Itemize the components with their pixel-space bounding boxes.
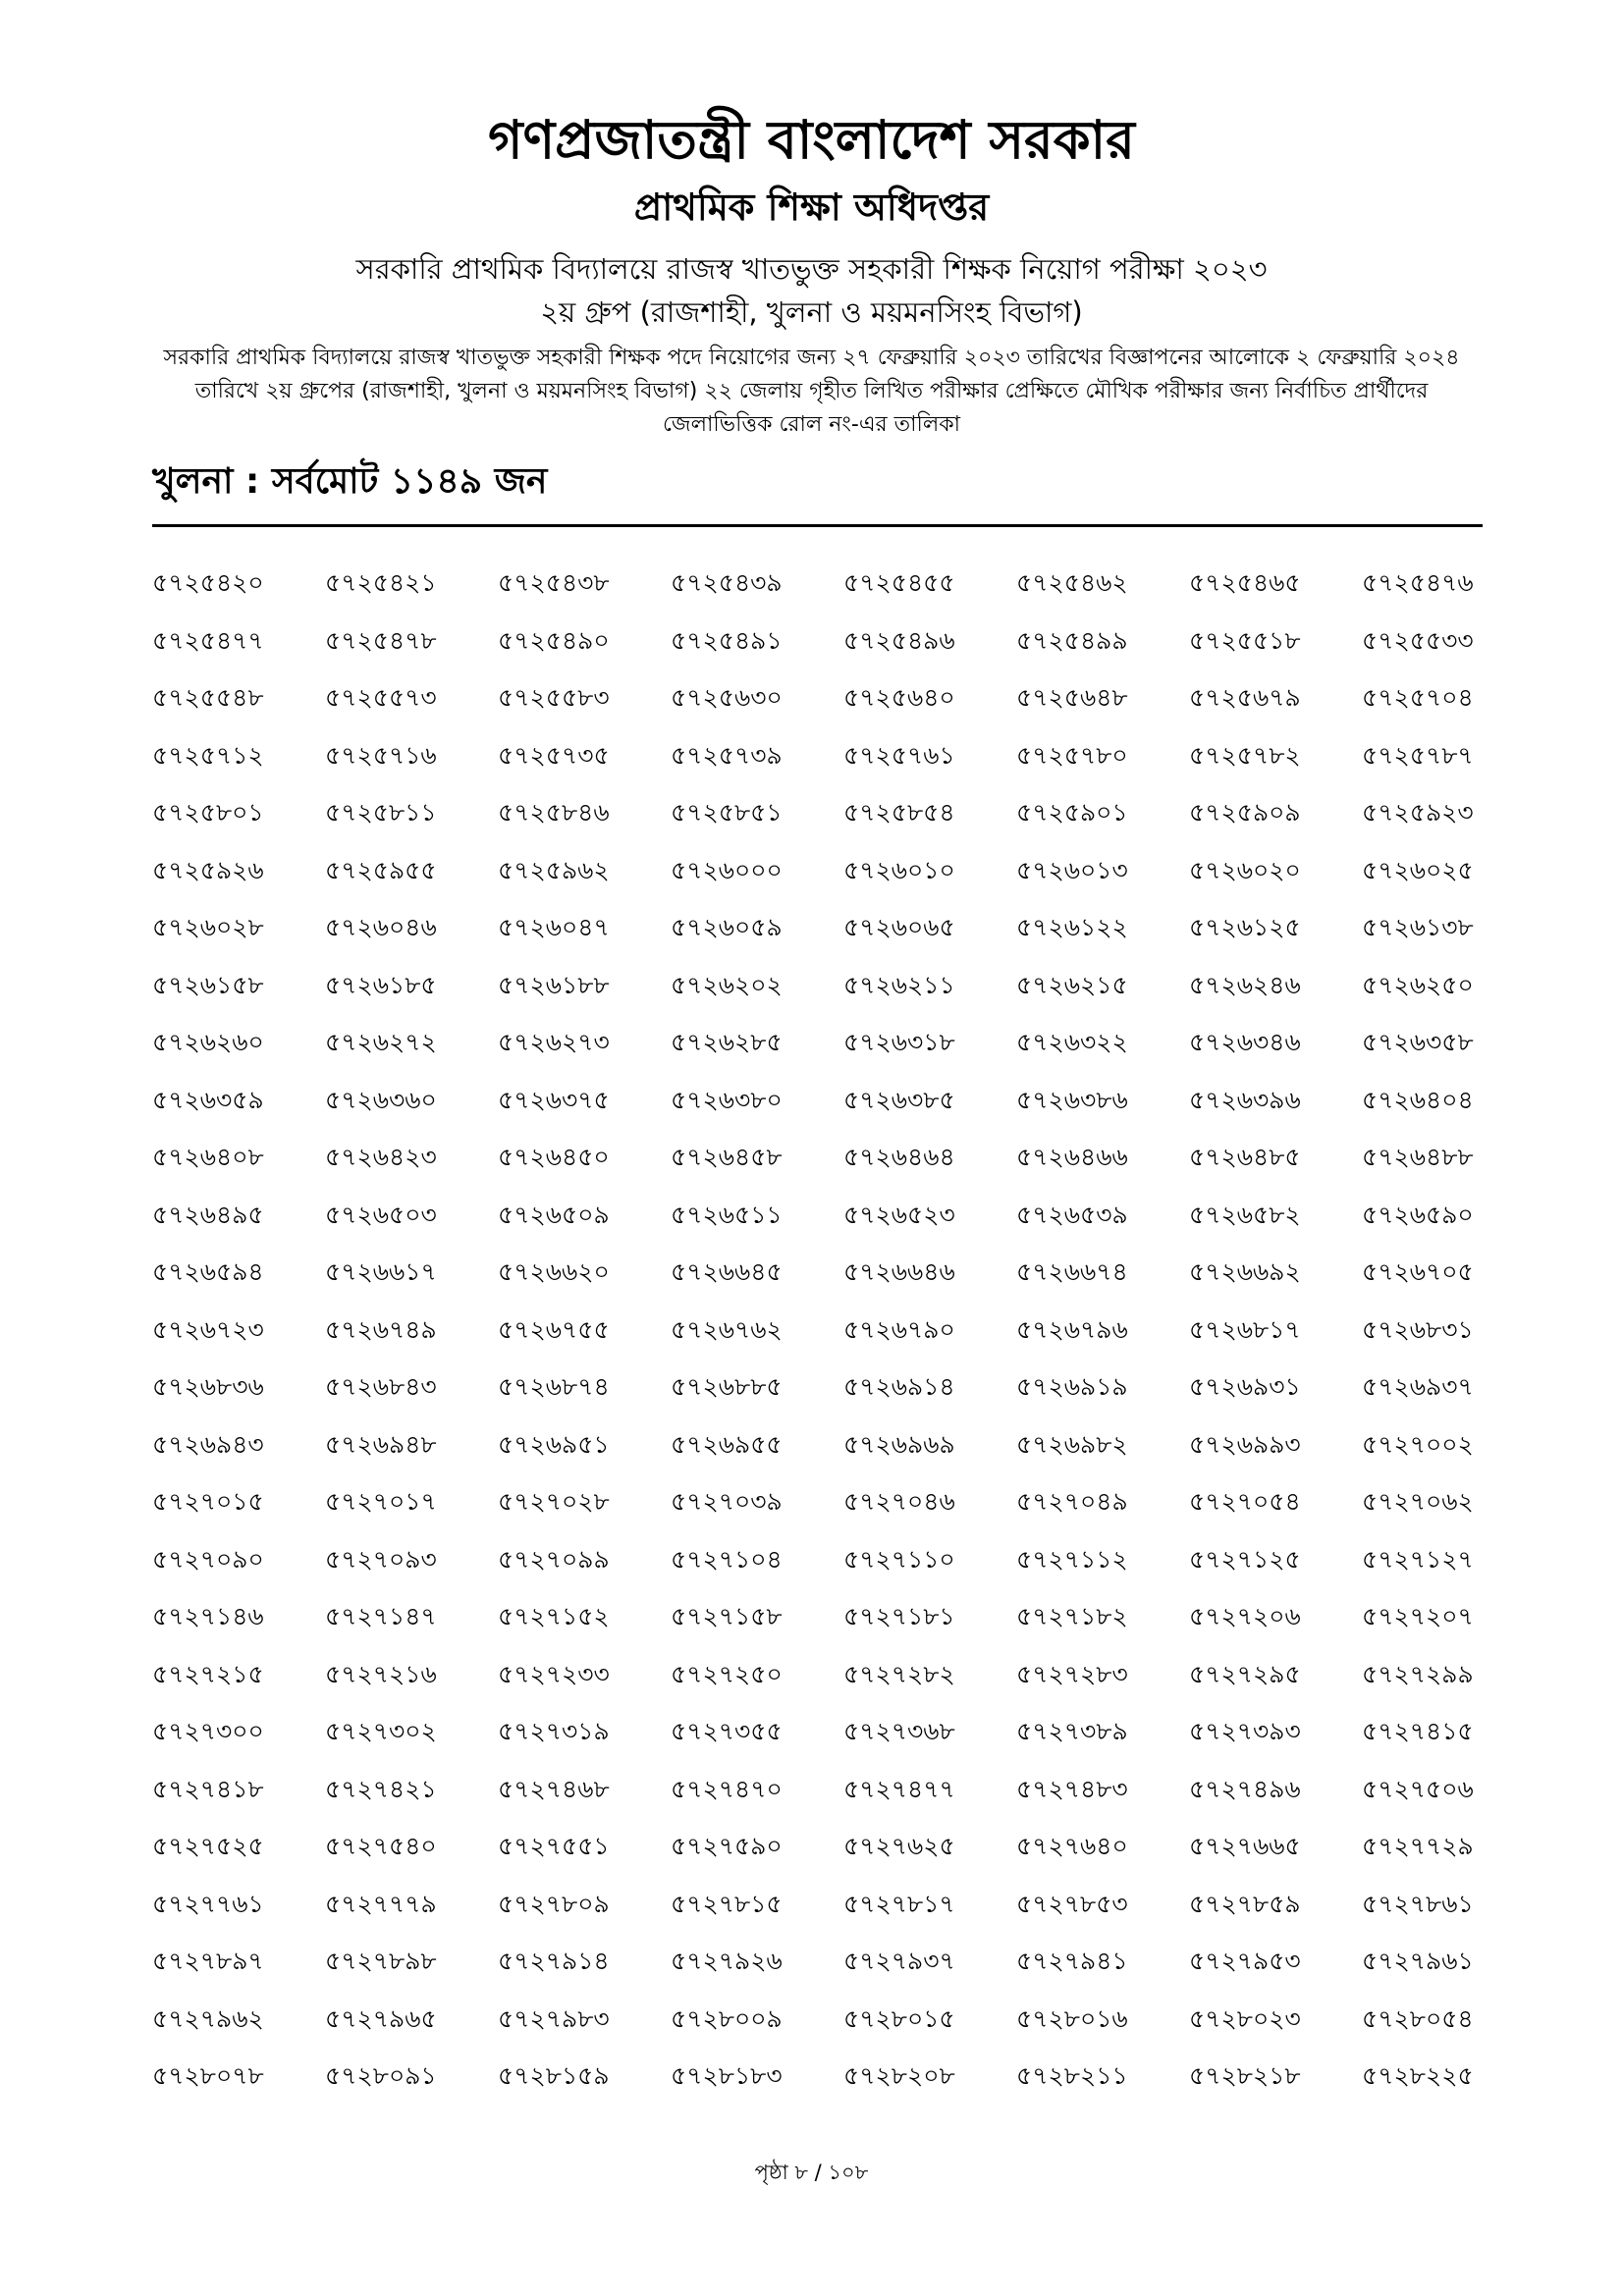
government-title: গণপ্রজাতন্ত্রী বাংলাদেশ সরকার (488, 109, 1135, 171)
roll-number: ৫৭২৬৫১১ (671, 1200, 783, 1229)
roll-number: ৫৭২৭২৮২ (843, 1659, 955, 1688)
roll-number: ৫৭২৫৪৩৮ (498, 568, 610, 597)
roll-number: ৫৭২৬২৮৫ (671, 1028, 783, 1056)
roll-number: ৫৭২৭০৯৯ (498, 1544, 610, 1574)
roll-number: ৫৭২৬৪৯৫ (152, 1200, 264, 1229)
roll-number: ৫৭২৬৯১৯ (1016, 1372, 1128, 1401)
roll-number: ৫৭২৭৫০৬ (1362, 1774, 1474, 1803)
roll-number: ৫৭২৭৪৭০ (671, 1774, 783, 1803)
roll-number: ৫৭২৬৩১৮ (843, 1028, 955, 1056)
roll-number: ৫৭২৭৪৭৭ (843, 1774, 955, 1803)
roll-number: ৫৭২৫৯৬২ (498, 855, 610, 884)
district-heading: খুলনা : সর্বমোট ১১৪৯ জন (152, 461, 548, 502)
roll-number: ৫৭২৬৭৯০ (843, 1314, 955, 1344)
roll-number: ৫৭২৮০১৬ (1016, 2003, 1128, 2033)
roll-number: ৫৭২৫৭৮০ (1016, 740, 1128, 770)
roll-number: ৫৭২৭৩০২ (325, 1717, 437, 1745)
roll-number: ৫৭২৬৫৯৪ (152, 1257, 264, 1286)
roll-number: ৫৭২৬৩৫৯ (152, 1085, 264, 1114)
roll-number: ৫৭২৭৭৭৯ (325, 1889, 437, 1918)
roll-number: ৫৭২৭৪১৮ (152, 1774, 264, 1803)
roll-number: ৫৭২৭৩৫৫ (671, 1717, 783, 1745)
roll-number: ৫৭২৭০৩৯ (671, 1487, 783, 1516)
roll-number: ৫৭২৬৫০৯ (498, 1200, 610, 1229)
roll-number: ৫৭২৭৪৮৩ (1016, 1774, 1128, 1803)
roll-number: ৫৭২৬৬২০ (498, 1257, 610, 1286)
roll-number: ৫৭২৫৭৩৫ (498, 740, 610, 770)
roll-number: ৫৭২৫৪৯৬ (843, 625, 955, 655)
roll-number: ৫৭২৭০৫৪ (1189, 1487, 1301, 1516)
roll-number: ৫৭২৬১২৫ (1189, 913, 1301, 941)
roll-number: ৫৭২৬৪০৪ (1362, 1085, 1474, 1114)
roll-number: ৫৭২৫৬৪০ (843, 683, 955, 712)
roll-number: ৫৭২৬৮৭৪ (498, 1372, 610, 1401)
roll-number: ৫৭২৫৭৮২ (1189, 740, 1301, 770)
roll-number: ৫৭২৭৮৯৮ (325, 1947, 437, 1975)
roll-number: ৫৭২৬৯৩৭ (1362, 1372, 1474, 1401)
roll-number: ৫৭২৬৮৩১ (1362, 1314, 1474, 1344)
roll-number: ৫৭২৭৯১৪ (498, 1947, 610, 1975)
roll-number: ৫৭২৬৭৫৫ (498, 1314, 610, 1344)
roll-number: ৫৭২৭১৮২ (1016, 1602, 1128, 1630)
roll-number: ৫৭২৫৭৩৯ (671, 740, 783, 770)
roll-number: ৫৭২৭৩০০ (152, 1717, 264, 1745)
roll-number: ৫৭২৬১৮৮ (498, 970, 610, 999)
roll-number: ৫৭২৭৮১৫ (671, 1889, 783, 1918)
roll-number: ৫৭২৬৪০৮ (152, 1143, 264, 1171)
roll-number: ৫৭২৬৪৫০ (498, 1143, 610, 1171)
roll-number: ৫৭২৬৯৪৮ (325, 1429, 437, 1459)
roll-number: ৫৭২৭৯৬৫ (325, 2003, 437, 2033)
roll-number: ৫৭২৬৩৪৬ (1189, 1028, 1301, 1056)
roll-number: ৫৭২৫৫৩৩ (1362, 625, 1474, 655)
roll-number: ৫৭২৬৮৪৩ (325, 1372, 437, 1401)
roll-number: ৫৭২৫৮৪৬ (498, 798, 610, 827)
roll-number: ৫৭২৬৬৪৬ (843, 1257, 955, 1286)
roll-number: ৫৭২৫৪৭৭ (152, 625, 264, 655)
roll-number: ৫৭২৭৯৫৩ (1189, 1947, 1301, 1975)
roll-number: ৫৭২৭১৫২ (498, 1602, 610, 1630)
roll-number: ৫৭২৮০৯১ (325, 2061, 437, 2090)
roll-number: ৫৭২৬৪৬৬ (1016, 1143, 1128, 1171)
roll-number: ৫৭২৮২১১ (1016, 2061, 1128, 2090)
roll-number: ৫৭২৫৯২৩ (1362, 798, 1474, 827)
roll-number: ৫৭২৭৭৬১ (152, 1889, 264, 1918)
roll-number: ৫৭২৬৯৫১ (498, 1429, 610, 1459)
roll-number: ৫৭২৭৫২৫ (152, 1832, 264, 1860)
roll-number: ৫৭২৫৯২৬ (152, 855, 264, 884)
roll-number: ৫৭২৭৩৮৯ (1016, 1717, 1128, 1745)
roll-number: ৫৭২৬৪৫৮ (671, 1143, 783, 1171)
roll-number: ৫৭২৬৩৯৬ (1189, 1085, 1301, 1114)
roll-number: ৫৭২৭০০২ (1362, 1429, 1474, 1459)
roll-number: ৫৭২৭০৪৯ (1016, 1487, 1128, 1516)
roll-number: ৫৭২৫৪৬৫ (1189, 568, 1301, 597)
roll-number: ৫৭২৭০৬২ (1362, 1487, 1474, 1516)
roll-number: ৫৭২৭০২৮ (498, 1487, 610, 1516)
roll-number: ৫৭২৬৯৮২ (1016, 1429, 1128, 1459)
roll-number: ৫৭২৬৪৮৫ (1189, 1143, 1301, 1171)
roll-number: ৫৭২৫৫৪৮ (152, 683, 264, 712)
roll-number: ৫৭২৮২২৫ (1362, 2061, 1474, 2090)
roll-number: ৫৭২৭২৩৩ (498, 1659, 610, 1688)
roll-number: ৫৭২৬০৫৯ (671, 913, 783, 941)
roll-number: ৫৭২৭৩১৯ (498, 1717, 610, 1745)
roll-number: ৫৭২৭৩৬৮ (843, 1717, 955, 1745)
roll-number: ৫৭২৬৪৬৪ (843, 1143, 955, 1171)
roll-number: ৫৭২৬৩৮৬ (1016, 1085, 1128, 1114)
roll-number: ৫৭২৮১৮৩ (671, 2061, 783, 2090)
roll-number: ৫৭২৬৫৯০ (1362, 1200, 1474, 1229)
roll-number: ৫৭২৭১২৭ (1362, 1544, 1474, 1574)
roll-number: ৫৭২৭৪২১ (325, 1774, 437, 1803)
roll-number: ৫৭২৫৭৮৭ (1362, 740, 1474, 770)
roll-number: ৫৭২৬০২০ (1189, 855, 1301, 884)
roll-number: ৫৭২৫৯৫৫ (325, 855, 437, 884)
roll-number: ৫৭২৬৯১৪ (843, 1372, 955, 1401)
roll-number: ৫৭২৫৫১৮ (1189, 625, 1301, 655)
roll-number: ৫৭২৮২১৮ (1189, 2061, 1301, 2090)
roll-number: ৫৭২৬১৩৮ (1362, 913, 1474, 941)
roll-number: ৫৭২৭১১২ (1016, 1544, 1128, 1574)
roll-number: ৫৭২৫৪৭৬ (1362, 568, 1474, 597)
roll-number: ৫৭২৫৭০৪ (1362, 683, 1474, 712)
roll-number: ৫৭২৫৪৬২ (1016, 568, 1128, 597)
roll-number: ৫৭২৮১৫৯ (498, 2061, 610, 2090)
roll-number: ৫৭২৬২১৫ (1016, 970, 1128, 999)
roll-number: ৫৭২৫৪২০ (152, 568, 264, 597)
roll-number: ৫৭২৬০১০ (843, 855, 955, 884)
roll-number: ৫৭২৫৪৯১ (671, 625, 783, 655)
roll-number: ৫৭২৬২৭৩ (498, 1028, 610, 1056)
roll-number: ৫৭২৫৮৫১ (671, 798, 783, 827)
roll-number: ৫৭২৭৮৫৩ (1016, 1889, 1128, 1918)
roll-number: ৫৭২৬০২৮ (152, 913, 264, 941)
roll-number: ৫৭২৭৬৪০ (1016, 1832, 1128, 1860)
roll-number: ৫৭২৬৯৪৩ (152, 1429, 264, 1459)
roll-number: ৫৭২৭০৯৩ (325, 1544, 437, 1574)
roll-number: ৫৭২৬৭৪৯ (325, 1314, 437, 1344)
group-title: ২য় গ্রুপ (রাজশাহী, খুলনা ও ময়মনসিংহ বিভাগ) (540, 295, 1083, 329)
roll-number: ৫৭২৬২৭২ (325, 1028, 437, 1056)
roll-number: ৫৭২৫৯০১ (1016, 798, 1128, 827)
roll-number: ৫৭২৬৩৬০ (325, 1085, 437, 1114)
roll-number: ৫৭২৭২৫০ (671, 1659, 783, 1688)
roll-number: ৫৭২৬৮৮৫ (671, 1372, 783, 1401)
roll-number: ৫৭২৬০০০ (671, 855, 783, 884)
roll-number: ৫৭২৮০৭৮ (152, 2061, 264, 2090)
roll-number: ৫৭২৬৭৯৬ (1016, 1314, 1128, 1344)
roll-number: ৫৭২৫৬৩০ (671, 683, 783, 712)
roll-number: ৫৭২৬৬১৭ (325, 1257, 437, 1286)
roll-number: ৫৭২৬১২২ (1016, 913, 1128, 941)
roll-number: ৫৭২৭০৪৬ (843, 1487, 955, 1516)
roll-number: ৫৭২৭৭২৯ (1362, 1832, 1474, 1860)
roll-number: ৫৭২৬২৬০ (152, 1028, 264, 1056)
roll-number: ৫৭২৬৩২২ (1016, 1028, 1128, 1056)
roll-number: ৫৭২৭২১৬ (325, 1659, 437, 1688)
roll-number: ৫৭২৬২০২ (671, 970, 783, 999)
roll-number: ৫৭২৭১৪৭ (325, 1602, 437, 1630)
roll-number: ৫৭২৫৮৫৪ (843, 798, 955, 827)
roll-number: ৫৭২৬০৬৫ (843, 913, 955, 941)
roll-number: ৫৭২৭২১৫ (152, 1659, 264, 1688)
roll-number: ৫৭২৬২৫০ (1362, 970, 1474, 999)
roll-number: ৫৭২৬৭৬২ (671, 1314, 783, 1344)
roll-number: ৫৭২৬৯৫৫ (671, 1429, 783, 1459)
roll-number: ৫৭২৬২১১ (843, 970, 955, 999)
roll-number: ৫৭২৭০১৫ (152, 1487, 264, 1516)
roll-number: ৫৭২৫৬৭৯ (1189, 683, 1301, 712)
roll-number: ৫৭২৫৭১৬ (325, 740, 437, 770)
roll-number: ৫৭২৬৬৪৫ (671, 1257, 783, 1286)
roll-number: ৫৭২৭১৫৮ (671, 1602, 783, 1630)
roll-number: ৫৭২৬৪৮৮ (1362, 1143, 1474, 1171)
roll-number: ৫৭২৬৯৬৯ (843, 1429, 955, 1459)
roll-number: ৫৭২৭১২৫ (1189, 1544, 1301, 1574)
roll-number: ৫৭২৭১১০ (843, 1544, 955, 1574)
roll-number: ৫৭২৭৮৬১ (1362, 1889, 1474, 1918)
roll-number: ৫৭২৭০৯০ (152, 1544, 264, 1574)
roll-number: ৫৭২৬৫০৩ (325, 1200, 437, 1229)
roll-number: ৫৭২৭২৮৩ (1016, 1659, 1128, 1688)
roll-number: ৫৭২৭৪৯৬ (1189, 1774, 1301, 1803)
roll-number: ৫৭২৭৮০৯ (498, 1889, 610, 1918)
roll-number: ৫৭২৭৯৪১ (1016, 1947, 1128, 1975)
roll-number: ৫৭২৭৫৪০ (325, 1832, 437, 1860)
roll-number: ৫৭২৫৭৬১ (843, 740, 955, 770)
roll-number: ৫৭২৬৫৩৯ (1016, 1200, 1128, 1229)
roll-number: ৫৭২৭৮৫৯ (1189, 1889, 1301, 1918)
roll-number: ৫৭২৫৫৮৩ (498, 683, 610, 712)
roll-number: ৫৭২৫৬৪৮ (1016, 683, 1128, 712)
roll-number: ৫৭২৭৪৬৮ (498, 1774, 610, 1803)
roll-number: ৫৭২৫৪৯০ (498, 625, 610, 655)
roll-number: ৫৭২৮০০৯ (671, 2003, 783, 2033)
department-title: প্রাথমিক শিক্ষা অধিদপ্তর (633, 186, 990, 229)
roll-number: ৫৭২৭৫৫১ (498, 1832, 610, 1860)
roll-number: ৫৭২৭১০৪ (671, 1544, 783, 1574)
roll-number: ৫৭২৭৮৯৭ (152, 1947, 264, 1975)
roll-number: ৫৭২৬৭০৫ (1362, 1257, 1474, 1286)
roll-number: ৫৭২৭৮১৭ (843, 1889, 955, 1918)
roll-number: ৫৭২৮০৫৪ (1362, 2003, 1474, 2033)
roll-number: ৫৭২৫৪৫৫ (843, 568, 955, 597)
roll-number: ৫৭২৭২০৭ (1362, 1602, 1474, 1630)
roll-number: ৫৭২৬০৪৬ (325, 913, 437, 941)
roll-number: ৫৭২৫৪২১ (325, 568, 437, 597)
roll-number: ৫৭২৮২০৮ (843, 2061, 955, 2090)
roll-number: ৫৭২৬৮১৭ (1189, 1314, 1301, 1344)
roll-number: ৫৭২৬৩৭৫ (498, 1085, 610, 1114)
roll-number: ৫৭২৭২৯৫ (1189, 1659, 1301, 1688)
heading-divider (152, 524, 1483, 527)
roll-number: ৫৭২৭৯৮৩ (498, 2003, 610, 2033)
roll-number: ৫৭২৮০১৫ (843, 2003, 955, 2033)
roll-number: ৫৭২৬৬৯২ (1189, 1257, 1301, 1286)
roll-number: ৫৭২৫৪৯৯ (1016, 625, 1128, 655)
roll-number: ৫৭২৫৪৩৯ (671, 568, 783, 597)
roll-number: ৫৭২৭৯৬২ (152, 2003, 264, 2033)
roll-number: ৫৭২৬৬৭৪ (1016, 1257, 1128, 1286)
roll-number: ৫৭২৭২০৬ (1189, 1602, 1301, 1630)
roll-number: ৫৭২৬৩৮০ (671, 1085, 783, 1114)
notice-text: সরকারি প্রাথমিক বিদ্যালয়ে রাজস্ব খাতভুক্ত সহকারী শিক্ষক পদে নিয়োগের জন্য ২৭ ফেব্রুয়ারি ২০২৩ তারিখের বিজ্ঞাপনের আলোকে ২ ফেব্রুয়ারি ২০২৪ তারিখে ২য় গ্রুপের (রাজশাহী, খুলনা ও ময়মনসিংহ বিভাগ) ২২ জেলায় গৃহীত লিখিত পরীক্ষার প্রেক্ষিতে মৌখিক পরীক্ষার জন্য নির্বাচিত প্রার্থীদের জেলাভিত্তিক রোল নং-এর তালিকা (163, 346, 1460, 437)
roll-number: ৫৭২৬২৪৬ (1189, 970, 1301, 999)
roll-number: ৫৭২৬৩৫৮ (1362, 1028, 1474, 1056)
roll-number: ৫৭২৫৫৭৩ (325, 683, 437, 712)
roll-number: ৫৭২৬৯৩১ (1189, 1372, 1301, 1401)
roll-number: ৫৭২৬৫২৩ (843, 1200, 955, 1229)
roll-number: ৫৭২৬০২৫ (1362, 855, 1474, 884)
roll-number: ৫৭২৭২৯৯ (1362, 1659, 1474, 1688)
roll-number: ৫৭২৫৯০৯ (1189, 798, 1301, 827)
roll-number: ৫৭২৭১৪৬ (152, 1602, 264, 1630)
roll-number: ৫৭২৭৬৬৫ (1189, 1832, 1301, 1860)
roll-number: ৫৭২৫৮০১ (152, 798, 264, 827)
roll-number: ৫৭২৫৮১১ (325, 798, 437, 827)
roll-number: ৫৭২৬১৮৫ (325, 970, 437, 999)
roll-number: ৫৭২৭৯২৬ (671, 1947, 783, 1975)
roll-number: ৫৭২৮০২৩ (1189, 2003, 1301, 2033)
page-number: পৃষ্ঠা ৮ / ১০৮ (754, 2161, 869, 2184)
roll-number: ৫৭২৭৯৩৭ (843, 1947, 955, 1975)
roll-number: ৫৭২৬৭২৩ (152, 1314, 264, 1344)
roll-number: ৫৭২৬৯৯৩ (1189, 1429, 1301, 1459)
roll-number: ৫৭২৬৩৮৫ (843, 1085, 955, 1114)
roll-number: ৫৭২৬৮৩৬ (152, 1372, 264, 1401)
roll-number: ৫৭২৭০১৭ (325, 1487, 437, 1516)
exam-title: সরকারি প্রাথমিক বিদ্যালয়ে রাজস্ব খাতভুক্ত সহকারী শিক্ষক নিয়োগ পরীক্ষা ২০২৩ (355, 252, 1268, 286)
roll-number: ৫৭২৭১৮১ (843, 1602, 955, 1630)
roll-number: ৫৭২৫৪৭৮ (325, 625, 437, 655)
roll-number: ৫৭২৭৯৬১ (1362, 1947, 1474, 1975)
roll-number-table (152, 565, 1507, 2116)
roll-number: ৫৭২৭৪১৫ (1362, 1717, 1474, 1745)
roll-number: ৫৭২৬১৫৮ (152, 970, 264, 999)
roll-number: ৫৭২৫৭১২ (152, 740, 264, 770)
roll-number: ৫৭২৭৬২৫ (843, 1832, 955, 1860)
roll-number: ৫৭২৭৩৯৩ (1189, 1717, 1301, 1745)
roll-number: ৫৭২৬৪২৩ (325, 1143, 437, 1171)
roll-number: ৫৭২৬৫৮২ (1189, 1200, 1301, 1229)
roll-number: ৫৭২৭৫৯০ (671, 1832, 783, 1860)
roll-number: ৫৭২৬০১৩ (1016, 855, 1128, 884)
roll-number: ৫৭২৬০৪৭ (498, 913, 610, 941)
